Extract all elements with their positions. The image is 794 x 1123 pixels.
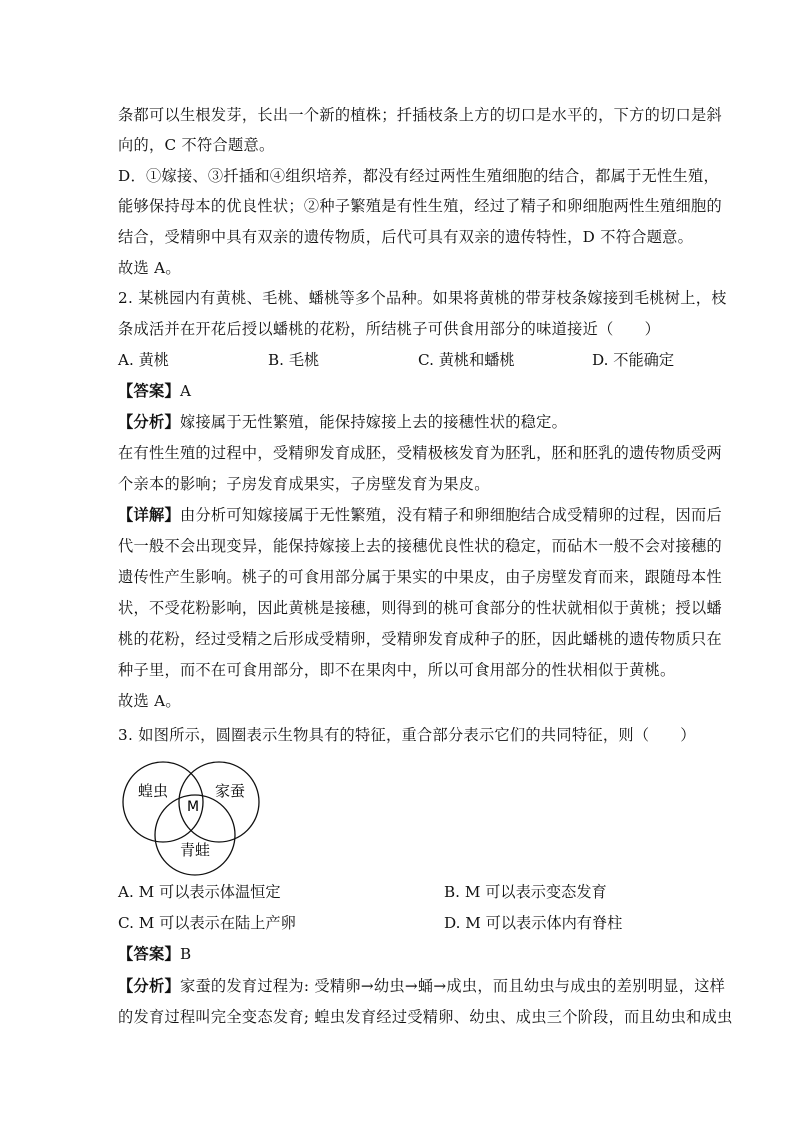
answer-line bbox=[118, 943, 678, 965]
venn-label-right: 家蚕 bbox=[214, 782, 246, 800]
question-2-stem: 2. 某桃园内有黄桃、毛桃、蟠桃等多个品种。如果将黄桃的带芽枝条嫁接到毛桃树上，枝 bbox=[118, 289, 727, 307]
detail-line: 遗传性产生影响。桃子的可食用部分属于果实的中果皮，由子房壁发育而来，跟随母本性 bbox=[118, 568, 723, 586]
venn-diagram bbox=[118, 754, 268, 876]
option-d: D. 不能确定 bbox=[592, 351, 675, 369]
analysis-line: 在有性生殖的过程中，受精卵发育成胚，受精极核发育为胚乳，胚和胚乳的遗传物质受两 bbox=[118, 444, 723, 462]
analysis-tag: 【分析】 bbox=[118, 413, 180, 431]
text-line: 故选 A。 bbox=[118, 259, 181, 277]
detail-line: 代一般不会出现变异，能保持嫁接上去的接穗优良性状的稳定，而砧木一般不会对接穗的 bbox=[118, 537, 723, 555]
answer-tag: 【答案】 bbox=[118, 382, 180, 400]
answer-value: A bbox=[179, 382, 192, 400]
text-line: 能够保持母本的优良性状；②种子繁殖是有性生殖，经过了精子和卵细胞两性生殖细胞的 bbox=[118, 197, 723, 215]
option-b: B. 毛桃 bbox=[268, 351, 320, 369]
detail-text: 由分析可知嫁接属于无性繁殖，没有精子和卵细胞结合成受精卵的过程，因而后 bbox=[179, 506, 723, 524]
option-a: A. M 可以表示体温恒定 bbox=[118, 883, 281, 901]
option-d: D. M 可以表示体内有脊柱 bbox=[444, 914, 623, 932]
answer-value: B bbox=[179, 945, 192, 963]
venn-label-bottom: 青蛙 bbox=[179, 841, 211, 859]
detail-line: 状，不受花粉影响，因此黄桃是接穗，则得到的桃可食部分的性状就相似于黄桃；授以蟠 bbox=[118, 599, 723, 617]
detail-line: 桃的花粉，经过受精之后形成受精卵，受精卵发育成种子的胚，因此蟠桃的遗传物质只在 bbox=[118, 630, 723, 648]
text-line: 条都可以生根发芽，长出一个新的植株；扦插枝条上方的切口是水平的，下方的切口是斜 bbox=[118, 106, 723, 124]
option-c: C. 黄桃和蟠桃 bbox=[418, 351, 515, 369]
analysis-tag: 【分析】 bbox=[118, 977, 180, 995]
option-c: C. M 可以表示在陆上产卵 bbox=[118, 914, 296, 932]
question-3-options-row2 bbox=[118, 912, 698, 934]
detail-tag: 【详解】 bbox=[118, 506, 180, 524]
detail-line bbox=[118, 504, 723, 526]
analysis-line: 的发育过程叫完全变态发育; 蝗虫发育经过受精卵、幼虫、成虫三个阶段，而且幼虫和成虫 bbox=[118, 1008, 733, 1026]
analysis-text: 家蚕的发育过程为: 受精卵→幼虫→蛹→成虫，而且幼虫与成虫的差别明显，这样 bbox=[179, 977, 726, 995]
venn-label-center: M bbox=[186, 799, 200, 815]
text-line: 向的，C 不符合题意。 bbox=[118, 136, 275, 154]
detail-line: 种子里，而不在可食用部分，即不在果肉中，所以可食用部分的性状相似于黄桃。 bbox=[118, 661, 676, 679]
analysis-line: 个亲本的影响；子房发育成果实，子房壁发育为果皮。 bbox=[118, 475, 490, 493]
question-3-options-row1 bbox=[118, 881, 698, 903]
answer-tag: 【答案】 bbox=[118, 945, 180, 963]
venn-label-left: 蝗虫 bbox=[137, 782, 169, 800]
option-b: B. M 可以表示变态发育 bbox=[444, 883, 607, 901]
text-line: 结合，受精卵中具有双亲的遗传物质，后代可具有双亲的遗传特性，D 不符合题意。 bbox=[118, 228, 694, 246]
conclusion-line: 故选 A。 bbox=[118, 692, 181, 710]
analysis-line bbox=[118, 411, 678, 433]
question-2-options bbox=[118, 349, 698, 371]
question-3-stem: 3. 如图所示，圆圈表示生物具有的特征，重合部分表示它们的共同特征，则（ ） bbox=[118, 726, 696, 744]
question-2-stem: 条成活并在开花后授以蟠桃的花粉，所结桃子可供食用部分的味道接近（ ） bbox=[118, 320, 661, 338]
option-a: A. 黄桃 bbox=[118, 351, 169, 369]
text-line: D．①嫁接、③扦插和④组织培养，都没有经过两性生殖细胞的结合，都属于无性生殖， bbox=[118, 167, 720, 185]
answer-line bbox=[118, 380, 678, 402]
analysis-text: 嫁接属于无性繁殖，能保持嫁接上去的接穗性状的稳定。 bbox=[179, 413, 568, 431]
analysis-line bbox=[118, 975, 726, 997]
